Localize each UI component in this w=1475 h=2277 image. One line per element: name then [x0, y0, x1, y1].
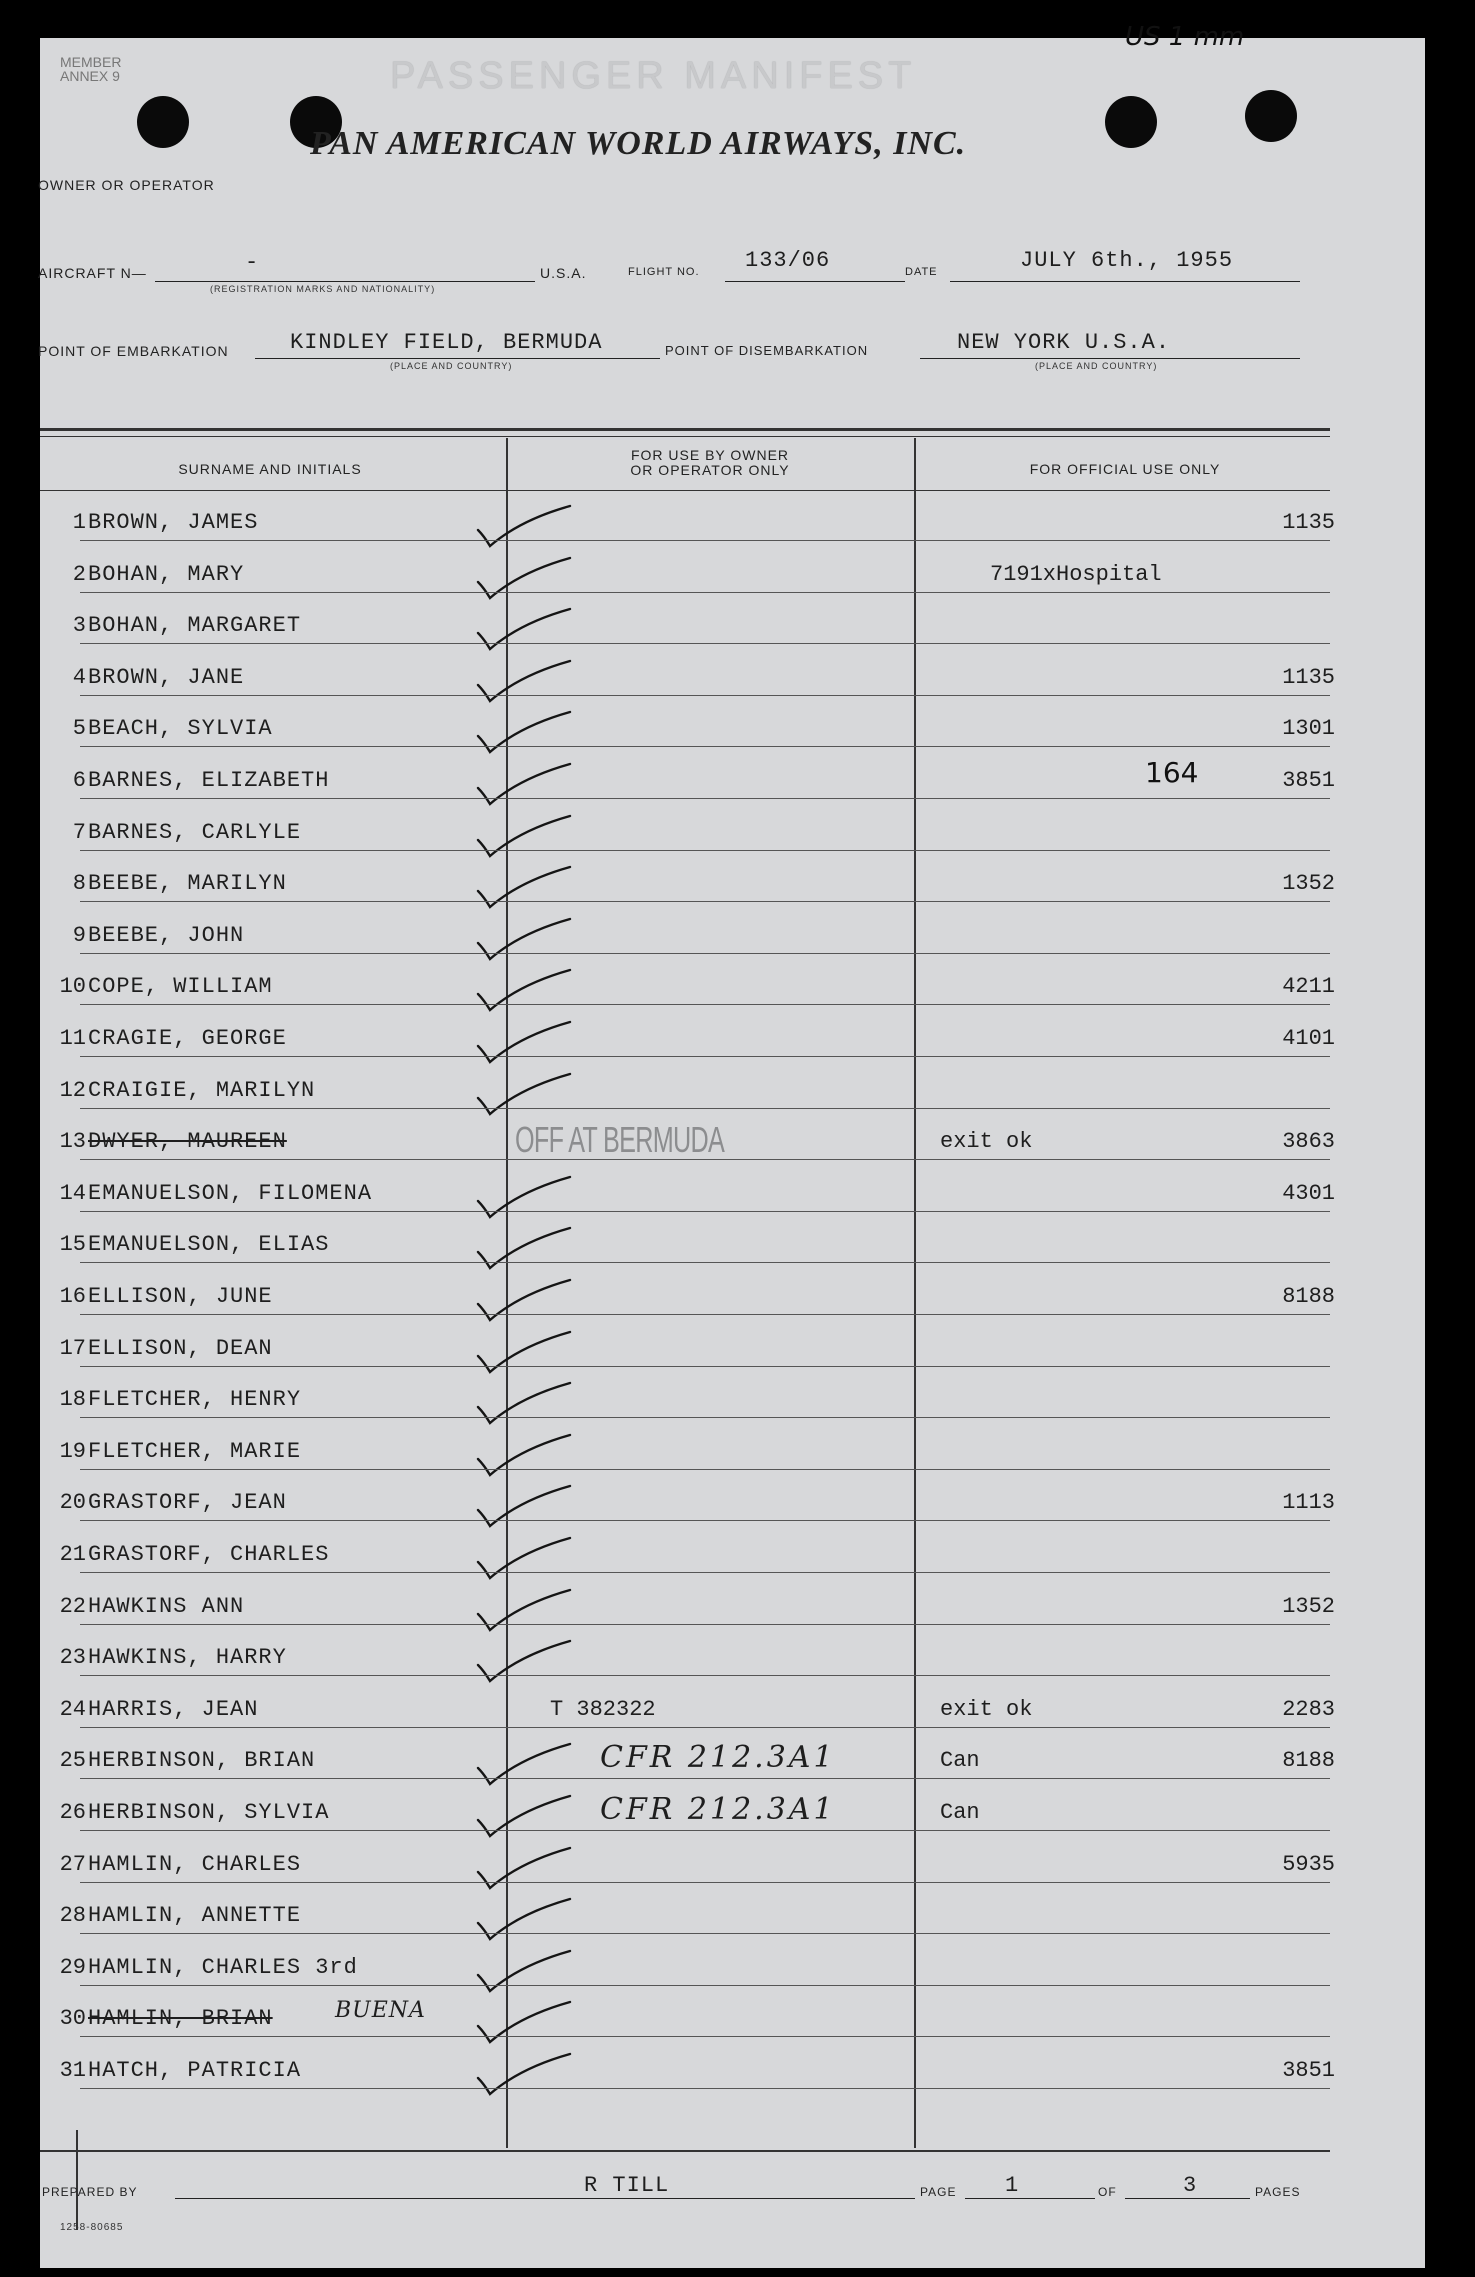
row-rule — [80, 1211, 1330, 1212]
place-caption-disembark: (PLACE AND COUNTRY) — [1035, 361, 1158, 371]
passenger-name: GRASTORF, CHARLES — [88, 1542, 330, 1567]
row-rule — [80, 2036, 1330, 2037]
header-rule — [40, 490, 1330, 491]
passenger-row — [0, 1955, 1475, 2005]
passenger-name: BROWN, JANE — [88, 665, 245, 690]
passenger-number: 12 — [59, 1078, 86, 1103]
aircraft-underline — [155, 281, 535, 282]
owner-label: OWNER OR OPERATOR — [38, 177, 215, 193]
owner-column-header-2: OR OPERATOR ONLY — [630, 462, 790, 478]
passenger-row — [0, 1026, 1475, 1076]
row-rule — [80, 1520, 1330, 1521]
official-code: 3851 — [1282, 2058, 1335, 2083]
passenger-name: FLETCHER, HENRY — [88, 1387, 302, 1412]
passenger-number: 16 — [59, 1284, 86, 1309]
passenger-name: BOHAN, MARGARET — [88, 613, 302, 638]
row-rule — [80, 798, 1330, 799]
passenger-row — [0, 1792, 1475, 1850]
prepared-by-value: R TILL — [584, 2173, 670, 2198]
passenger-number: 23 — [59, 1645, 86, 1670]
row-rule — [80, 1159, 1330, 1160]
check-mark — [470, 964, 590, 1024]
passenger-number: 25 — [59, 1748, 86, 1773]
passenger-row — [0, 871, 1475, 921]
passenger-name: CRAIGIE, MARILYN — [88, 1078, 316, 1103]
passenger-name: ELLISON, DEAN — [88, 1336, 273, 1361]
official-code: 2283 — [1282, 1697, 1335, 1722]
passenger-row — [0, 1119, 1475, 1179]
passenger-name: BROWN, JAMES — [88, 510, 259, 535]
row-rule — [80, 953, 1330, 954]
passenger-name: HAWKINS ANN — [88, 1594, 245, 1619]
table-top-rule-2 — [40, 436, 1330, 437]
passenger-row — [0, 1903, 1475, 1953]
passenger-row — [0, 820, 1475, 870]
official-code: 4301 — [1282, 1181, 1335, 1206]
passenger-number: 5 — [72, 716, 86, 741]
row-rule — [80, 695, 1330, 696]
check-mark — [470, 1532, 590, 1592]
passenger-number: 27 — [59, 1852, 86, 1877]
handwritten-number: 164 — [1145, 756, 1199, 789]
flight-date: JULY 6th., 1955 — [1020, 248, 1234, 273]
row-rule — [80, 1314, 1330, 1315]
prepared-by-underline — [175, 2198, 915, 2199]
passenger-name: HERBINSON, SYLVIA — [88, 1800, 330, 1825]
official-note: 7191xHospital — [990, 562, 1162, 587]
official-code: 1135 — [1282, 510, 1335, 535]
passenger-name: EMANUELSON, ELIAS — [88, 1232, 330, 1257]
row-rule — [80, 1933, 1330, 1934]
passenger-row — [0, 1232, 1475, 1282]
disembarkation-label: POINT OF DISEMBARKATION — [665, 343, 869, 358]
passenger-name: HAMLIN, CHARLES 3rd — [88, 1955, 358, 1980]
total-pages-underline — [1125, 2198, 1250, 2199]
row-rule — [80, 1882, 1330, 1883]
operator-note: T 382322 — [550, 1697, 656, 1722]
row-rule — [80, 643, 1330, 644]
official-note: Can — [940, 1800, 980, 1825]
official-code: 8188 — [1282, 1748, 1335, 1773]
official-note: exit ok — [940, 1697, 1033, 1722]
passenger-number: 11 — [59, 1026, 86, 1051]
passenger-row — [0, 1336, 1475, 1386]
owner-column-header-1: FOR USE BY OWNER — [630, 447, 790, 463]
passenger-row — [0, 1078, 1475, 1128]
aircraft-label: AIRCRAFT N— — [38, 265, 147, 281]
passenger-name: DWYER, MAUREEN — [88, 1129, 287, 1154]
passenger-row — [0, 562, 1475, 612]
check-mark — [470, 603, 590, 663]
punch-hole — [137, 96, 189, 148]
passenger-number: 24 — [59, 1697, 86, 1722]
passenger-number: 19 — [59, 1439, 86, 1464]
row-rule — [80, 1056, 1330, 1057]
passenger-row — [0, 1998, 1475, 2056]
check-mark — [470, 1893, 590, 1953]
page-underline — [965, 2198, 1095, 2199]
row-rule — [80, 1830, 1330, 1831]
passenger-name: HAMLIN, BRIAN — [88, 2006, 273, 2031]
passenger-row — [0, 923, 1475, 973]
passenger-row — [0, 1645, 1475, 1695]
row-rule — [80, 1675, 1330, 1676]
row-rule — [80, 1985, 1330, 1986]
total-pages: 3 — [1183, 2173, 1198, 2198]
passenger-number: 26 — [59, 1800, 86, 1825]
embarkation-label: POINT OF EMBARKATION — [38, 343, 229, 359]
passenger-number: 3 — [72, 613, 86, 638]
of-label: OF — [1098, 2185, 1117, 2199]
passenger-number: 29 — [59, 1955, 86, 1980]
row-rule — [80, 1262, 1330, 1263]
official-code: 1301 — [1282, 716, 1335, 741]
passenger-number: 14 — [59, 1181, 86, 1206]
row-rule — [80, 1004, 1330, 1005]
registration-caption: (REGISTRATION MARKS AND NATIONALITY) — [210, 284, 436, 294]
surname-column-header: SURNAME AND INITIALS — [178, 461, 362, 477]
disembarkation-underline — [920, 358, 1300, 359]
check-mark — [470, 861, 590, 921]
passenger-number: 4 — [72, 665, 86, 690]
check-mark — [470, 758, 590, 818]
row-rule — [80, 2088, 1330, 2089]
official-code: 1113 — [1282, 1490, 1335, 1515]
passenger-number: 17 — [59, 1336, 86, 1361]
official-code: 1352 — [1282, 871, 1335, 896]
passenger-name: FLETCHER, MARIE — [88, 1439, 302, 1464]
place-caption-embark: (PLACE AND COUNTRY) — [390, 361, 513, 371]
check-mark — [470, 2048, 590, 2108]
official-code: 5935 — [1282, 1852, 1335, 1877]
page-number: 1 — [1005, 2173, 1020, 2198]
row-rule — [80, 540, 1330, 541]
passenger-name: BARNES, CARLYLE — [88, 820, 302, 845]
row-rule — [80, 1366, 1330, 1367]
check-mark — [470, 1480, 590, 1540]
table-top-rule — [40, 428, 1330, 431]
passenger-row — [0, 716, 1475, 766]
check-mark — [470, 1790, 590, 1850]
prepared-by-label: PREPARED BY — [42, 2185, 138, 2199]
flight-underline — [725, 281, 905, 282]
official-column-header: FOR OFFICIAL USE ONLY — [1029, 461, 1221, 477]
row-rule — [80, 1417, 1330, 1418]
passenger-row — [0, 1852, 1475, 1902]
punch-hole — [1245, 90, 1297, 142]
passenger-row — [0, 613, 1475, 663]
passenger-row — [0, 974, 1475, 1024]
passenger-number: 18 — [59, 1387, 86, 1412]
passenger-name: HATCH, PATRICIA — [88, 2058, 302, 2083]
check-mark — [470, 706, 590, 766]
disembarkation-point: NEW YORK U.S.A. — [957, 330, 1171, 355]
passenger-name: HAMLIN, CHARLES — [88, 1852, 302, 1877]
passenger-name: COPE, WILLIAM — [88, 974, 273, 999]
passenger-number: 9 — [72, 923, 86, 948]
usa-label: U.S.A. — [540, 265, 587, 281]
official-code: 1135 — [1282, 665, 1335, 690]
corner-handwriting: US 1 mm — [1125, 22, 1245, 52]
row-rule — [80, 1108, 1330, 1109]
row-rule — [80, 850, 1330, 851]
passenger-row — [0, 1740, 1475, 1798]
passenger-row — [0, 1181, 1475, 1231]
passenger-name: CRAGIE, GEORGE — [88, 1026, 287, 1051]
passenger-name: EMANUELSON, FILOMENA — [88, 1181, 373, 1206]
row-rule — [80, 592, 1330, 593]
check-mark — [470, 1635, 590, 1695]
passenger-name: HERBINSON, BRIAN — [88, 1748, 316, 1773]
footer-rule — [40, 2150, 1330, 2152]
official-code: 3863 — [1282, 1129, 1335, 1154]
row-rule — [80, 1778, 1330, 1779]
punch-hole — [1105, 96, 1157, 148]
row-rule — [80, 1727, 1330, 1728]
row-rule — [80, 1572, 1330, 1573]
passenger-row — [0, 665, 1475, 715]
passenger-number: 30 — [59, 2006, 86, 2031]
passenger-row — [0, 756, 1475, 818]
page-label: PAGE — [920, 2185, 957, 2199]
passenger-number: 1 — [72, 510, 86, 535]
passenger-name: HARRIS, JEAN — [88, 1697, 259, 1722]
passenger-row — [0, 1439, 1475, 1489]
embarkation-underline — [255, 358, 660, 359]
check-mark — [470, 1377, 590, 1437]
check-mark — [470, 1738, 590, 1798]
passenger-name: BEEBE, MARILYN — [88, 871, 287, 896]
embarkation-point: KINDLEY FIELD, BERMUDA — [290, 330, 603, 355]
passenger-number: 8 — [72, 871, 86, 896]
margin-mark — [76, 2130, 78, 2230]
pages-label: PAGES — [1255, 2185, 1301, 2199]
operator-note: CFR 212.3A1 — [600, 1792, 836, 1827]
passenger-row — [0, 1490, 1475, 1540]
passenger-number: 21 — [59, 1542, 86, 1567]
page-title: PASSENGER MANIFEST — [390, 55, 917, 97]
passenger-name: HAWKINS, HARRY — [88, 1645, 287, 1670]
operator-note: OFF AT BERMUDA — [515, 1119, 725, 1160]
row-rule — [80, 1624, 1330, 1625]
passenger-number: 6 — [72, 768, 86, 793]
official-code: 3851 — [1282, 768, 1335, 793]
passenger-row — [0, 1542, 1475, 1592]
check-mark — [470, 1222, 590, 1282]
row-rule — [80, 746, 1330, 747]
aircraft-value: - — [245, 250, 260, 275]
passenger-name: HAMLIN, ANNETTE — [88, 1903, 302, 1928]
row-rule — [80, 901, 1330, 902]
passenger-name: BEACH, SYLVIA — [88, 716, 273, 741]
check-mark — [470, 1996, 590, 2056]
passenger-name: BOHAN, MARY — [88, 562, 245, 587]
passenger-number: 7 — [72, 820, 86, 845]
passenger-row — [0, 1284, 1475, 1334]
passenger-row — [0, 1387, 1475, 1437]
passenger-row — [0, 1594, 1475, 1644]
check-mark — [470, 1016, 590, 1076]
airline-name: PAN AMERICAN WORLD AIRWAYS, INC. — [310, 125, 967, 162]
passenger-number: 13 — [59, 1129, 86, 1154]
passenger-number: 15 — [59, 1232, 86, 1257]
date-label: DATE — [905, 266, 938, 278]
operator-note: CFR 212.3A1 — [600, 1740, 836, 1775]
passenger-row — [0, 510, 1475, 560]
passenger-number: 28 — [59, 1903, 86, 1928]
official-note: Can — [940, 1748, 980, 1773]
passenger-number: 31 — [59, 2058, 86, 2083]
faded-stamp: MEMBER ANNEX 9 — [60, 54, 122, 84]
passenger-number: 2 — [72, 562, 86, 587]
flight-label: FLIGHT NO. — [628, 266, 700, 278]
check-mark — [470, 1274, 590, 1334]
passenger-number: 22 — [59, 1594, 86, 1619]
official-note: exit ok — [940, 1129, 1033, 1154]
passenger-number: 10 — [59, 974, 86, 999]
official-code: 4211 — [1282, 974, 1335, 999]
passenger-row — [0, 2058, 1475, 2108]
date-underline — [950, 281, 1300, 282]
name-correction: BUENA — [335, 1998, 426, 2023]
check-mark — [470, 500, 590, 560]
row-rule — [80, 1469, 1330, 1470]
passenger-name: ELLISON, JUNE — [88, 1284, 273, 1309]
passenger-name: BARNES, ELIZABETH — [88, 768, 330, 793]
passenger-number: 20 — [59, 1490, 86, 1515]
passenger-name: GRASTORF, JEAN — [88, 1490, 287, 1515]
official-code: 1352 — [1282, 1594, 1335, 1619]
flight-number: 133/06 — [745, 248, 831, 273]
official-code: 8188 — [1282, 1284, 1335, 1309]
passenger-name: BEEBE, JOHN — [88, 923, 245, 948]
official-code: 4101 — [1282, 1026, 1335, 1051]
form-number: 1258-80685 — [60, 2222, 124, 2233]
